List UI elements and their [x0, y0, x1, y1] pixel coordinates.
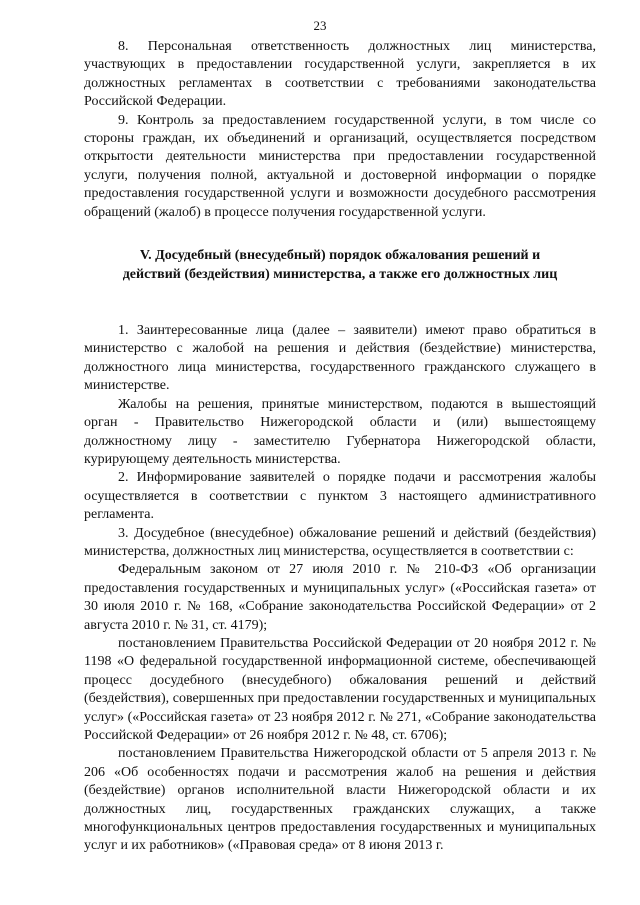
- paragraph-8: 8. Персональная ответственность должностных лиц министерства, участвующих в предоставлении государственной услуги, закрепляется в их должностных регламентах в соответствии с требованиями законодательства Российской Федерации.: [84, 39, 596, 110]
- paragraph-9: 9. Контроль за предоставлением государственной услуги, в том числе со стороны граждан, их объединений и организаций, осуществляется посредством открытости деятельности министерства при предоставлении государственной услуги, получения полной, актуальной и достоверной информации о порядке предоставления государственной услуги и возможности досудебного рассмотрения обращений (жалоб) в процессе получения государственной услуги.: [84, 112, 596, 220]
- paragraph-v-3: 3. Досудебное (внесудебное) обжалование решений и действий (бездействия) министерства, должностных лиц министерства, осуществляется в соответствии с:: [84, 525, 596, 559]
- section-heading-line-1: V. Досудебный (внесудебный) порядок обжалования решений и: [139, 248, 541, 264]
- document-body: [84, 38, 596, 856]
- paragraph-v-1: 1. Заинтересованные лица (далее – заявители) имеют право обратиться в министерство с жалобой на решения и действия (бездействие) министерства, должностного лица министерства, государственного гражданского служащего в министерстве.: [84, 323, 596, 394]
- paragraph-v-2: 2. Информирование заявителей о порядке подачи и рассмотрения жалобы осуществляется в соответствии с пунктом 3 настоящего административного регламента.: [84, 470, 596, 523]
- paragraph-regional-resolution: постановлением Правительства Нижегородской области от 5 апреля 2013 г. № 206 «Об особенностях подачи и рассмотрения жалоб на решения и действия (бездействие) органов исполнительной власти Нижегородской области и их должностных лиц, государственных гражданских служащих, а также многофункциональных центров предоставления государственных и муниципальных услуг и их работников» («Правовая среда» от 8 июня 2013 г.: [84, 746, 596, 854]
- paragraph-rf-resolution: постановлением Правительства Российской Федерации от 20 ноября 2012 г. № 1198 «О федеральной государственной информационной системе, обеспечивающей процесс досудебного (внесудебного) обжалования решений и действий (бездействия), совершенных при предоставлении государственных и муниципальных услуг» («Российская газета» от 23 ноября 2012 г. № 271, «Собрание законодательства Российской Федерации» от 26 ноября 2012 г. № 48, ст. 6706);: [84, 635, 596, 743]
- section-heading: [84, 246, 596, 284]
- page-number: 23: [313, 18, 327, 33]
- paragraph-complaints: Жалобы на решения, принятые министерством, подаются в вышестоящий орган - Правительство Нижегородской области и (или) вышестоящему должностному лицу - заместителю Губернатора Нижегородской области, курирующему деятельность министерства.: [84, 396, 596, 467]
- section-heading-line-2: действий (бездействия) министерства, а также его должностных лиц: [122, 267, 558, 283]
- paragraph-federal-law: Федеральным законом от 27 июля 2010 г. № 210-ФЗ «Об организации предоставления государственных и муниципальных услуг» («Российская газета» от 30 июля 2010 г. № 168, «Собрание законодательства Российской Федерации» от 2 августа 2010 г. № 31, ст. 4179);: [84, 562, 596, 633]
